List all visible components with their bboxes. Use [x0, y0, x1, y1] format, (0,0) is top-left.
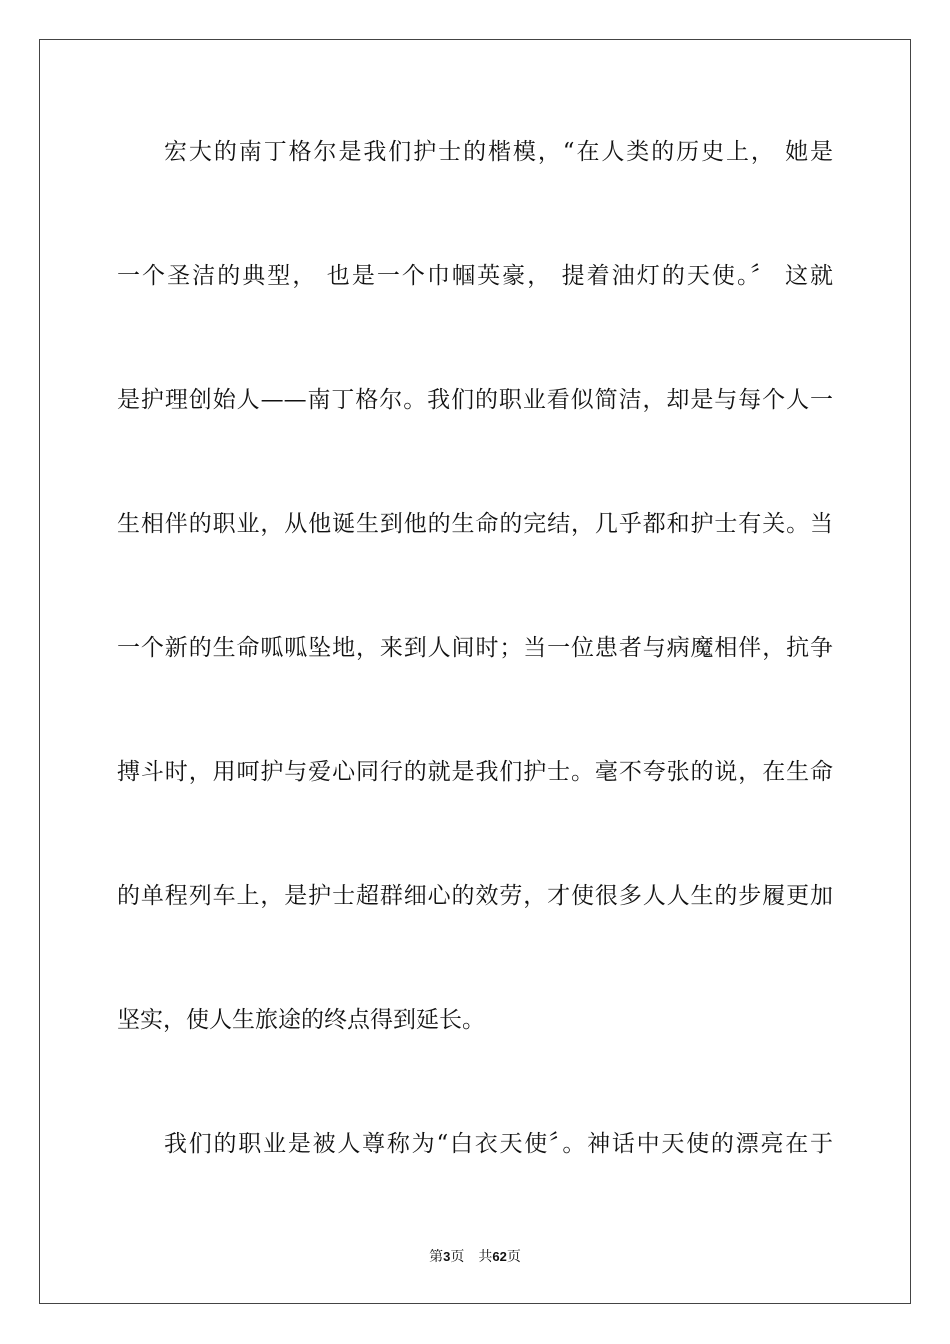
paragraph-1-line-7: 的单程列车上，是护士超群细心的效劳，才使很多人人生的步履更加: [117, 883, 833, 909]
page-footer: [0, 1247, 950, 1267]
paragraph-1-line-3: 是护理创始人——南丁格尔。我们的职业看似简洁，却是与每个人一: [117, 387, 833, 413]
paragraph-1-line-4: 生相伴的职业，从他诞生到他的生命的完结，几乎都和护士有关。当: [117, 511, 833, 537]
paragraph-1-line-6: 搏斗时，用呵护与爱心同行的就是我们护士。毫不夸张的说，在生命: [117, 759, 833, 785]
page-number: 3: [443, 1249, 451, 1264]
paragraph-1-line-2: 一个圣洁的典型， 也是一个巾帼英豪， 提着油灯的天使。〞 这就: [117, 263, 833, 289]
paragraph-2-line-1: 我们的职业是被人尊称为“白衣天使〞。神话中天使的漂亮在于: [164, 1131, 833, 1157]
total-suffix: 页: [506, 1249, 521, 1265]
page-prefix: 第: [429, 1249, 444, 1265]
page-suffix: 页: [450, 1249, 465, 1265]
page-border: [39, 39, 911, 1304]
paragraph-1-line-5: 一个新的生命呱呱坠地，来到人间时；当一位患者与病魔相伴，抗争: [117, 635, 833, 661]
paragraph-1-line-8: 坚实，使人生旅途的终点得到延长。: [117, 1007, 485, 1033]
paragraph-1-line-1: 宏大的南丁格尔是我们护士的楷模，“在人类的历史上， 她是: [164, 139, 833, 165]
total-prefix: 共: [478, 1249, 493, 1265]
total-pages: 62: [492, 1249, 507, 1264]
